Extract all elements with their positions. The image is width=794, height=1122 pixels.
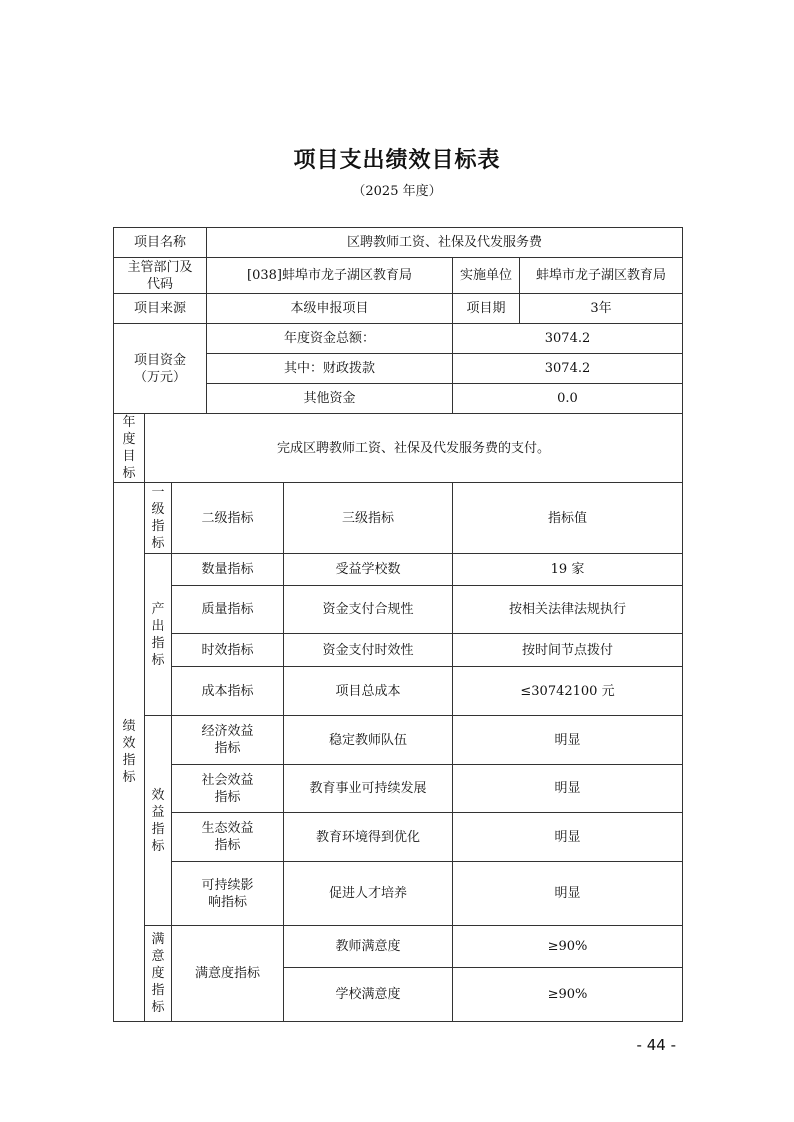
impl-label: 实施单位 bbox=[453, 258, 520, 294]
period-label: 项目期 bbox=[453, 294, 520, 324]
header-level1: 一级指标 bbox=[145, 483, 172, 554]
indicator-l3: 稳定教师队伍 bbox=[284, 716, 453, 765]
page-number: - 44 - bbox=[636, 1036, 676, 1054]
indicator-l3: 教师满意度 bbox=[284, 926, 453, 968]
indicator-value: 明显 bbox=[453, 813, 683, 862]
indicator-l3: 资金支付时效性 bbox=[284, 634, 453, 667]
indicator-l3: 教育事业可持续发展 bbox=[284, 765, 453, 813]
dept-value: [038]蚌埠市龙子湖区教育局 bbox=[207, 258, 453, 294]
indicator-l2: 可持续影响指标 bbox=[172, 862, 284, 926]
indicator-value: ≤30742100 元 bbox=[453, 667, 683, 716]
indicator-l3: 受益学校数 bbox=[284, 554, 453, 586]
project-name-value: 区聘教师工资、社保及代发服务费 bbox=[207, 228, 683, 258]
indicator-value: 按时间节点拨付 bbox=[453, 634, 683, 667]
output-label: 产出指标 bbox=[145, 554, 172, 716]
indicator-value: ≥90% bbox=[453, 968, 683, 1022]
perf-label: 绩效指标 bbox=[114, 483, 145, 1022]
indicator-l2: 数量指标 bbox=[172, 554, 284, 586]
funds-other-label: 其他资金 bbox=[207, 384, 453, 414]
indicator-value: 按相关法律法规执行 bbox=[453, 586, 683, 634]
funds-label: 项目资金（万元） bbox=[114, 324, 207, 414]
indicator-value: 明显 bbox=[453, 716, 683, 765]
project-name-label: 项目名称 bbox=[114, 228, 207, 258]
indicator-l3: 资金支付合规性 bbox=[284, 586, 453, 634]
indicator-l2: 时效指标 bbox=[172, 634, 284, 667]
indicator-l2: 成本指标 bbox=[172, 667, 284, 716]
funds-finance-value: 3074.2 bbox=[453, 354, 683, 384]
header-level3: 三级指标 bbox=[284, 483, 453, 554]
funds-other-value: 0.0 bbox=[453, 384, 683, 414]
page-subtitle: （2025 年度） bbox=[352, 184, 442, 199]
source-label: 项目来源 bbox=[114, 294, 207, 324]
period-value: 3年 bbox=[520, 294, 683, 324]
indicator-l3: 教育环境得到优化 bbox=[284, 813, 453, 862]
indicator-l2: 经济效益指标 bbox=[172, 716, 284, 765]
indicator-value: ≥90% bbox=[453, 926, 683, 968]
indicator-l3: 项目总成本 bbox=[284, 667, 453, 716]
performance-table bbox=[113, 227, 683, 1022]
satisfaction-label: 满意度指标 bbox=[145, 926, 172, 1022]
indicator-l2: 质量指标 bbox=[172, 586, 284, 634]
page-title: 项目支出绩效目标表 bbox=[293, 148, 501, 173]
indicator-value: 19 家 bbox=[453, 554, 683, 586]
funds-total-label: 年度资金总额： bbox=[207, 324, 453, 354]
annual-goal-text: 完成区聘教师工资、社保及代发服务费的支付。 bbox=[145, 414, 683, 483]
indicator-l2: 生态效益指标 bbox=[172, 813, 284, 862]
satisfaction-l2: 满意度指标 bbox=[172, 926, 284, 1022]
header-value: 指标值 bbox=[453, 483, 683, 554]
indicator-l2: 社会效益指标 bbox=[172, 765, 284, 813]
header-level2: 二级指标 bbox=[172, 483, 284, 554]
source-value: 本级申报项目 bbox=[207, 294, 453, 324]
annual-goal-label: 年度目标 bbox=[114, 414, 145, 483]
indicator-value: 明显 bbox=[453, 765, 683, 813]
indicator-value: 明显 bbox=[453, 862, 683, 926]
funds-finance-label: 其中：财政拨款 bbox=[207, 354, 453, 384]
funds-total-value: 3074.2 bbox=[453, 324, 683, 354]
benefit-label: 效益指标 bbox=[145, 716, 172, 926]
indicator-l3: 学校满意度 bbox=[284, 968, 453, 1022]
impl-value: 蚌埠市龙子湖区教育局 bbox=[520, 258, 683, 294]
indicator-l3: 促进人才培养 bbox=[284, 862, 453, 926]
dept-label: 主管部门及代码 bbox=[114, 258, 207, 294]
